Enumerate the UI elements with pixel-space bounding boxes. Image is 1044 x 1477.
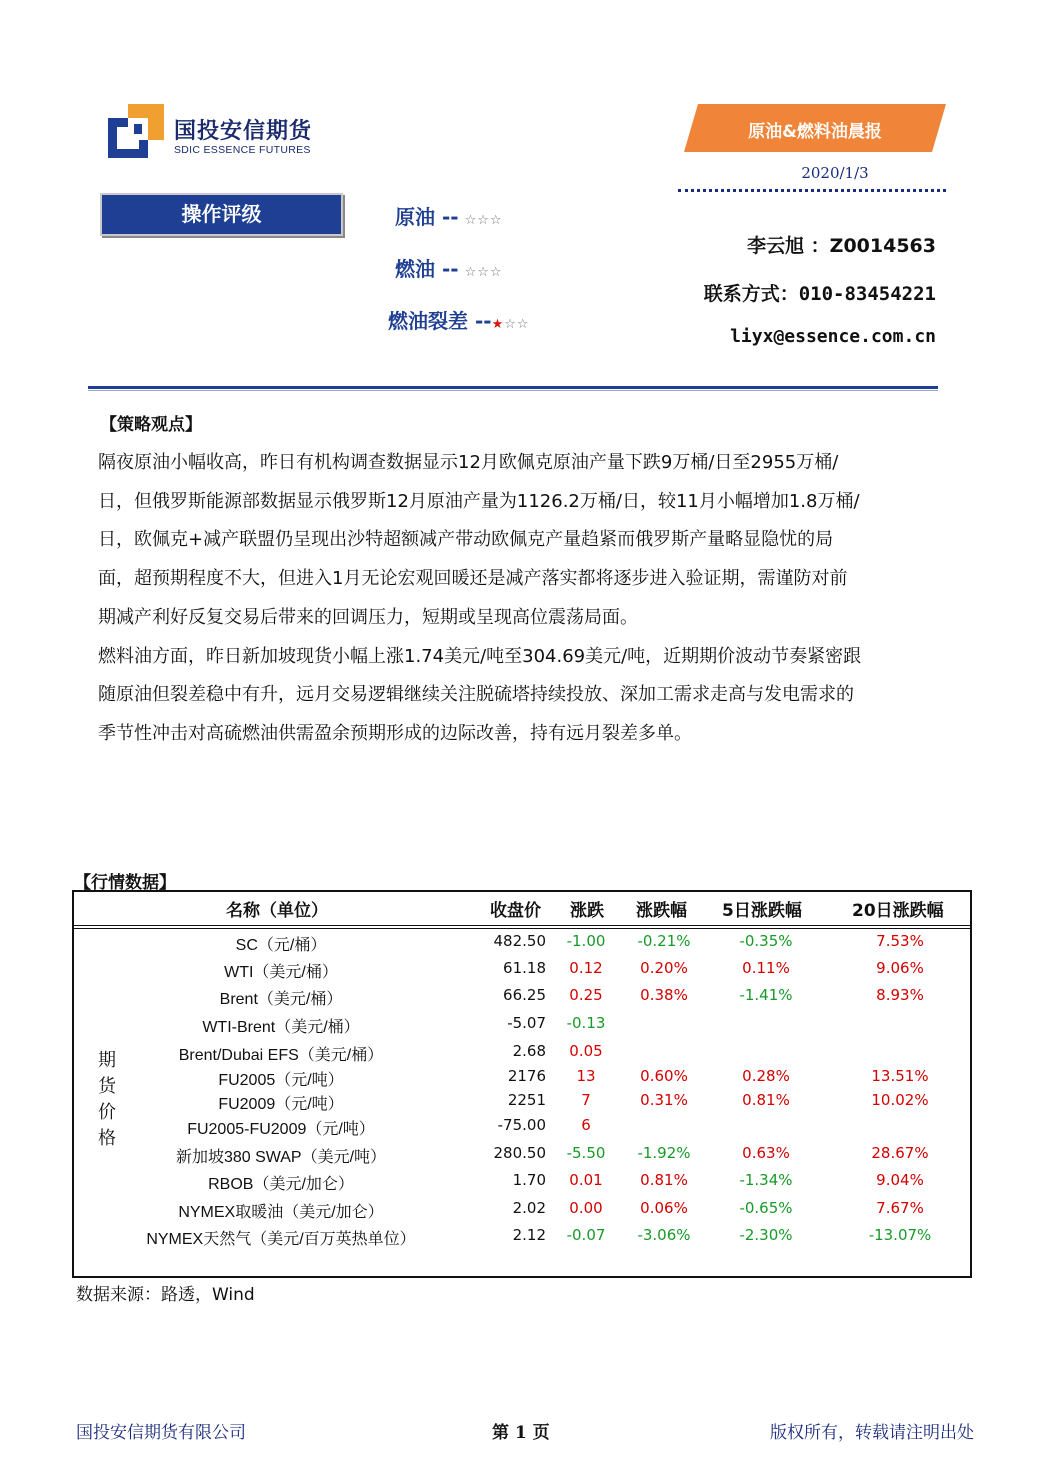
cell-p5: -1.34%: [739, 1171, 793, 1189]
report-title-banner: [684, 104, 946, 152]
cell-name: FU2005（元/吨）: [218, 1072, 344, 1089]
table-row: [74, 1114, 970, 1138]
market-title: 【行情数据】: [74, 873, 176, 893]
table-row: [74, 930, 970, 954]
analyst-name: 李云旭 ：Z0014563: [747, 235, 936, 257]
cell-p5: -0.65%: [739, 1199, 793, 1217]
company-name-cn: 国投安信期货: [174, 119, 313, 144]
header-divider: [88, 386, 938, 389]
cell-chg: -0.07: [566, 1226, 606, 1244]
cell-p20: -13.07%: [868, 1226, 932, 1244]
cell-pct: -0.21%: [637, 932, 691, 950]
col-header-pct: 涨跌幅: [636, 901, 687, 921]
cell-chg: 6: [581, 1116, 591, 1134]
cell-close: 2.02: [512, 1199, 546, 1217]
cell-chg: 7: [581, 1091, 591, 1109]
cell-chg: 13: [576, 1067, 596, 1085]
rating-label-box: [100, 193, 343, 236]
rating-crude-label: 原油 --: [395, 205, 459, 229]
strategy-line: 燃料油方面，昨日新加坡现货小幅上涨1.74美元/吨至304.69美元/吨，近期期价波动节奏紧密跟: [98, 645, 862, 667]
cell-p20: 7.67%: [876, 1199, 924, 1217]
table-row: [74, 1169, 970, 1193]
cell-pct: -3.06%: [637, 1226, 691, 1244]
rating-fuel-stars: ☆☆☆: [464, 265, 503, 280]
col-header-change: 涨跌: [570, 901, 604, 921]
cell-pct: 0.20%: [640, 959, 688, 977]
table-row: [74, 1065, 970, 1089]
footer-page-number: 第 1 页: [492, 1423, 550, 1443]
table-row: [74, 1224, 970, 1248]
analyst-info: [747, 231, 936, 258]
report-date: 2020/1/3: [801, 164, 869, 182]
cell-chg: -0.13: [566, 1014, 606, 1032]
table-row: [74, 1089, 970, 1113]
cell-close: 66.25: [503, 986, 546, 1004]
cell-name: WTI（美元/桶）: [224, 964, 338, 981]
contact-phone-number: 010-83454221: [798, 283, 936, 305]
rating-label: 操作评级: [181, 202, 262, 226]
cell-name: Brent（美元/桶）: [219, 991, 343, 1008]
strategy-line: 季节性冲击对高硫燃油供需盈余预期形成的边际改善，持有远月裂差多单。: [98, 722, 692, 744]
cell-close: 280.50: [493, 1144, 546, 1162]
company-logo: [108, 104, 328, 164]
contact-email[interactable]: liyx@essence.com.cn: [730, 326, 936, 347]
table-row: [74, 1142, 970, 1166]
table-row: [74, 1012, 970, 1036]
cell-p5: 0.81%: [742, 1091, 790, 1109]
contact-phone: [704, 279, 936, 306]
col-header-close: 收盘价: [490, 901, 541, 921]
col-header-20d: 20日涨跌幅: [852, 901, 944, 921]
cell-close: -5.07: [507, 1014, 546, 1032]
header-divider-thin: [88, 390, 938, 391]
strategy-title: 【策略观点】: [100, 415, 202, 435]
rating-fuel-crack-stars: ★☆☆: [491, 317, 530, 332]
cell-chg: 0.05: [569, 1042, 603, 1060]
strategy-line: 隔夜原油小幅收高，昨日有机构调查数据显示12月欧佩克原油产量下跌9万桶/日至2955万桶/: [98, 452, 839, 473]
cell-p20: 10.02%: [871, 1091, 929, 1109]
cell-close: -75.00: [497, 1116, 546, 1134]
data-source: 数据来源：路透，Wind: [76, 1285, 255, 1305]
strategy-line: 随原油但裂差稳中有升，远月交易逻辑继续关注脱硫塔持续投放、深加工需求走高与发电需求的: [98, 684, 854, 706]
strategy-line: 日，欧佩克+减产联盟仍呈现出沙特超额减产带动欧佩克产量趋紧而俄罗斯产量略显隐忧的局: [98, 529, 834, 551]
table-row: [74, 1040, 970, 1064]
report-title: 原油&燃料油晨报: [748, 122, 882, 142]
rating-crude: [395, 201, 503, 230]
cell-name: NYMEX取暖油（美元/加仑）: [178, 1204, 384, 1221]
table-header-rule: [72, 925, 972, 926]
cell-name: RBOB（美元/加仑）: [208, 1176, 354, 1193]
cell-close: 2.12: [512, 1226, 546, 1244]
contact-phone-label: 联系方式：: [703, 283, 799, 305]
cell-p20: 7.53%: [876, 932, 924, 950]
cell-p20: 9.06%: [876, 959, 924, 977]
cell-pct: -1.92%: [637, 1144, 691, 1162]
strategy-line: 日，但俄罗斯能源部数据显示俄罗斯12月原油产量为1126.2万桶/日，较11月小幅增加1.8万桶/: [98, 490, 860, 512]
cell-p20: 13.51%: [871, 1067, 929, 1085]
cell-close: 61.18: [503, 959, 546, 977]
cell-name: FU2005-FU2009（元/吨）: [187, 1121, 375, 1138]
cell-chg: -1.00: [566, 932, 606, 950]
cell-name: SC（元/桶）: [235, 937, 327, 954]
cell-name: WTI-Brent（美元/桶）: [202, 1019, 360, 1036]
cell-pct: 0.06%: [640, 1199, 688, 1217]
cell-chg: 0.12: [569, 959, 603, 977]
strategy-line: 期减产利好反复交易后带来的回调压力，短期或呈现高位震荡局面。: [98, 606, 638, 628]
rating-fuel-label: 燃油 --: [395, 257, 459, 281]
rating-fuel: [395, 253, 503, 282]
table-row: [74, 984, 970, 1008]
cell-chg: -5.50: [566, 1144, 606, 1162]
cell-name: Brent/Dubai EFS（美元/桶）: [178, 1047, 384, 1064]
cell-chg: 0.01: [569, 1171, 603, 1189]
date-divider: [678, 189, 946, 192]
cell-close: 2.68: [512, 1042, 546, 1060]
rating-fuel-crack-label: 燃油裂差 --: [388, 309, 492, 333]
cell-p20: 9.04%: [876, 1171, 924, 1189]
cell-p5: -1.41%: [739, 986, 793, 1004]
cell-p5: 0.11%: [742, 959, 790, 977]
strategy-line: 面，超预期程度不大，但进入1月无论宏观回暖还是减产落实都将逐步进入验证期，需谨防对前: [98, 568, 848, 590]
cell-p5: -0.35%: [739, 932, 793, 950]
cell-name: FU2009（元/吨）: [218, 1096, 344, 1113]
cell-p20: 8.93%: [876, 986, 924, 1004]
company-name-en: SDIC ESSENCE FUTURES: [174, 144, 311, 156]
cell-p5: 0.63%: [742, 1144, 790, 1162]
col-header-name: 名称（单位）: [226, 901, 328, 921]
cell-close: 1.70: [512, 1171, 546, 1189]
cell-close: 2176: [507, 1067, 546, 1085]
futures-price-label: 期 货 价 格: [98, 1050, 116, 1149]
cell-pct: 0.60%: [640, 1067, 688, 1085]
rating-crude-stars: ☆☆☆: [464, 213, 503, 228]
table-row: [74, 957, 970, 981]
company-logo-icon: [108, 104, 164, 158]
strategy-text: [98, 444, 944, 754]
table-row: [74, 1197, 970, 1221]
footer-company: 国投安信期货有限公司: [76, 1423, 246, 1443]
cell-close: 2251: [507, 1091, 546, 1109]
cell-chg: 0.25: [569, 986, 603, 1004]
cell-name: NYMEX天然气（美元/百万英热单位）: [146, 1231, 416, 1248]
cell-pct: 0.31%: [640, 1091, 688, 1109]
cell-pct: 0.38%: [640, 986, 688, 1004]
cell-name: 新加坡380 SWAP（美元/吨）: [175, 1149, 387, 1166]
col-header-5d: 5日涨跌幅: [722, 901, 802, 921]
table-header-rule-2: [72, 928, 972, 929]
cell-close: 482.50: [493, 932, 546, 950]
cell-pct: 0.81%: [640, 1171, 688, 1189]
cell-p5: -2.30%: [739, 1226, 793, 1244]
cell-chg: 0.00: [569, 1199, 603, 1217]
cell-p20: 28.67%: [871, 1144, 929, 1162]
cell-p5: 0.28%: [742, 1067, 790, 1085]
footer-copyright: 版权所有，转载请注明出处: [770, 1423, 974, 1443]
rating-fuel-crack: [388, 305, 530, 334]
